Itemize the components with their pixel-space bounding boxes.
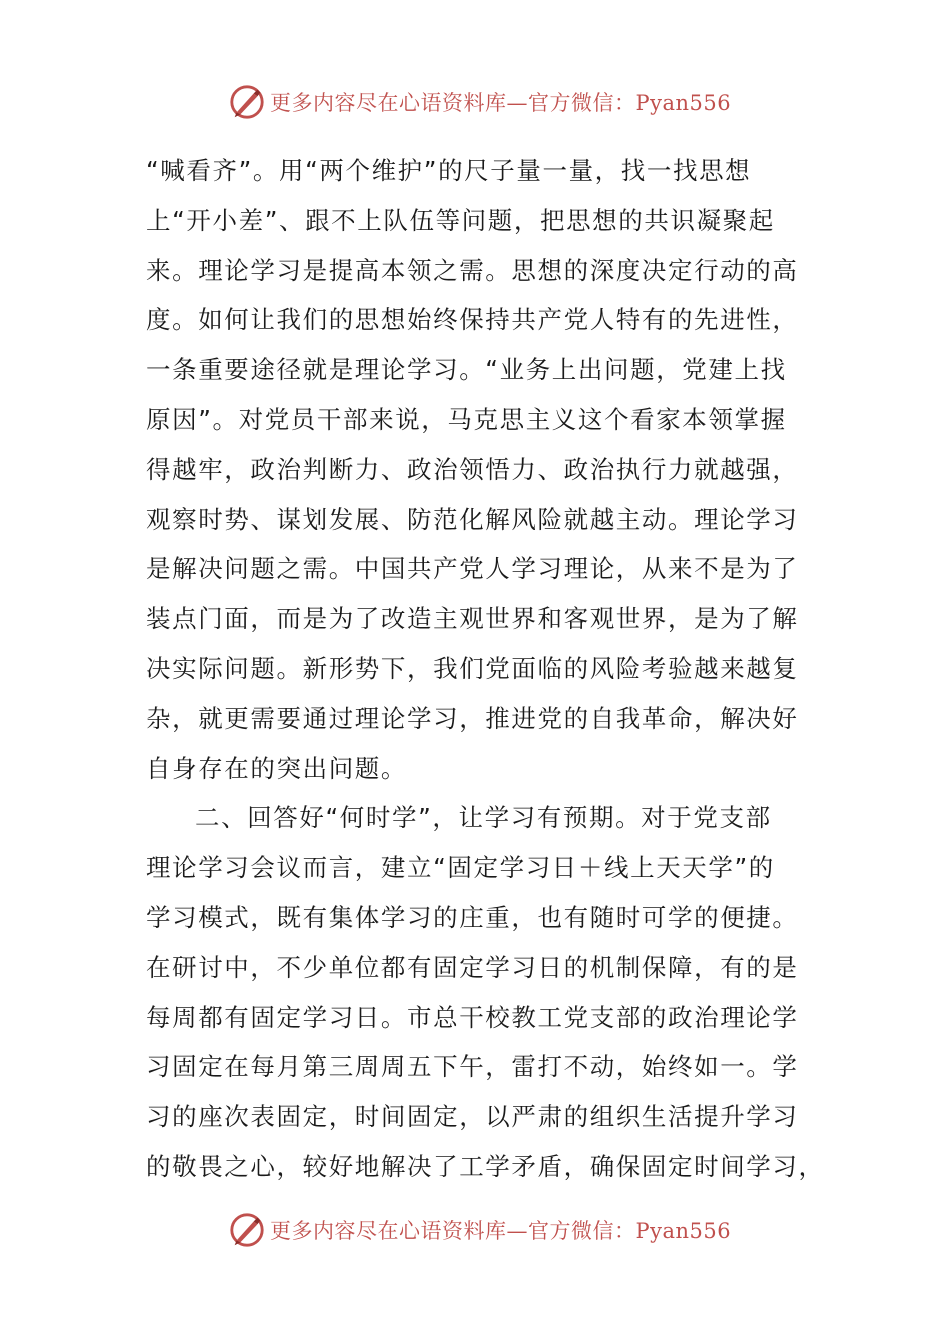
- text-line: 理论学习会议而言，建立“固定学习日＋线上天天学”的: [146, 853, 775, 883]
- section-heading-line: 二、回答好“何时学”，让学习有预期。对于党支部: [195, 803, 772, 833]
- text-line: 原因”。对党员干部来说，马克思主义这个看家本领掌握: [146, 404, 787, 434]
- text-line: 杂，就更需要通过理论学习，推进党的自我革命，解决好: [146, 703, 799, 733]
- text-line: 习固定在每月第三周周五下午，雷打不动，始终如一。学: [146, 1052, 799, 1082]
- footer-banner-text: 更多内容尽在心语资料库—官方微信：Pyan556: [270, 1219, 732, 1243]
- text-line: 是解决问题之需。中国共产党人学习理论，从来不是为了: [146, 554, 799, 584]
- text-line: 上“开小差”、跟不上队伍等问题，把思想的共识凝聚起: [146, 205, 775, 235]
- text-line: 一条重要途径就是理论学习。“业务上出问题，党建上找: [146, 355, 787, 385]
- text-line: 装点门面，而是为了改造主观世界和客观世界，是为了解: [146, 604, 799, 634]
- text-line: 的敬畏之心，较好地解决了工学矛盾，确保固定时间学习，: [146, 1151, 825, 1181]
- pen-circle-logo-icon: [228, 1211, 266, 1249]
- pen-circle-logo-icon: [228, 83, 266, 121]
- text-line: 度。如何让我们的思想始终保持共产党人特有的先进性，: [146, 305, 799, 335]
- text-line: 得越牢，政治判断力、政治领悟力、政治执行力就越强，: [146, 454, 799, 484]
- text-line: 习的座次表固定，时间固定，以严肃的组织生活提升学习: [146, 1102, 799, 1132]
- header-banner-text: 更多内容尽在心语资料库—官方微信：Pyan556: [270, 91, 732, 115]
- text-line: 来。理论学习是提高本领之需。思想的深度决定行动的高: [146, 255, 799, 285]
- footer-banner: [228, 1208, 788, 1252]
- text-line: “喊看齐”。用“两个维护”的尺子量一量，找一找思想: [146, 156, 752, 185]
- text-line: 在研讨中，不少单位都有固定学习日的机制保障，有的是: [146, 952, 799, 982]
- text-line: 决实际问题。新形势下，我们党面临的风险考验越来越复: [146, 653, 799, 683]
- text-line: 学习模式，既有集体学习的庄重，也有随时可学的便捷。: [146, 902, 799, 932]
- document-body: [146, 146, 825, 1192]
- text-line: 观察时势、谋划发展、防范化解风险就越主动。理论学习: [146, 504, 799, 534]
- text-line: 自身存在的突出问题。: [146, 753, 407, 783]
- header-banner: [228, 80, 788, 124]
- text-line: 每周都有固定学习日。市总干校教工党支部的政治理论学: [146, 1002, 799, 1032]
